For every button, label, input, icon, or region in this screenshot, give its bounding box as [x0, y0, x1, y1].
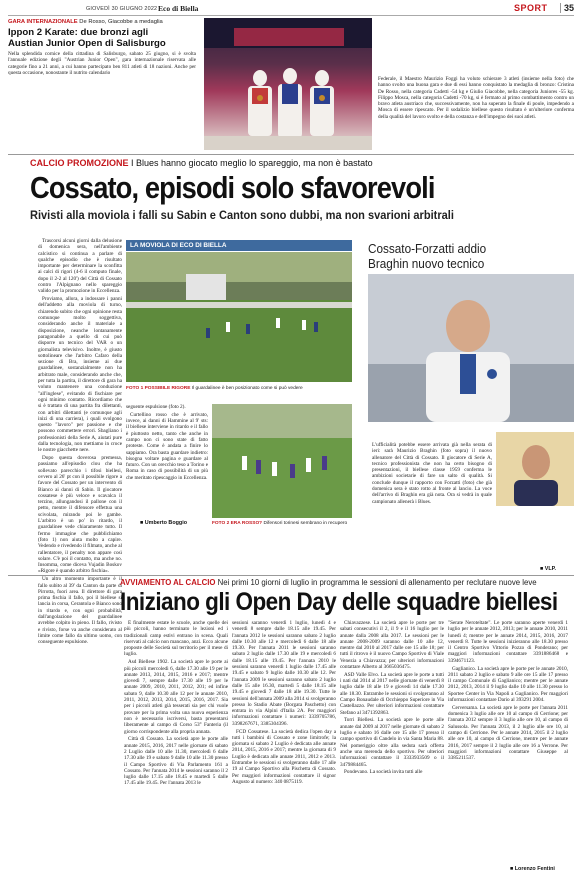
divider-top	[8, 154, 574, 155]
open-day-title: Iniziano gli Open Day delle squadre biellesi	[120, 588, 558, 616]
open-day-author-name: Lorenzo Fentini	[514, 866, 555, 872]
main-col1-para: Proviamo, allora, a indossare i panni dell'addetto alla moviola di turno, chiarendo subito che ogni opinione resta comunque molto soggettiva, considerando anche il materiale a disposizione, neanche lontanamente paragonabile a quello di cui può disporre un tecnico del VAR o un giornalista televisivo. Inoltre, è giusto sottolineare che l'arbitro Cafaro della sezione di Bra, insieme ai due guardalinee, sostanzialmente non ha arbitrato male, considerando anche che, per tutta la partita, il direttore di gara ha voluto mantenere una conduzione "all'inglese", evitando di fischiare per ogni minimo contatto. Ricordiamo che si è trattato di una partita fra dilettanti, con arbitri dilettanti (e comunque agli inizi di una carriera), i quali svolgono questo "lavoro" per passione e che possono commettere errori. Sbagliano i professionisti della Serie A, aiutati pure dalla tecnologia, non mettiamo in croce le nostre giacchette nere.	[38, 296, 122, 454]
foto1-caption	[126, 386, 352, 392]
main-col1-para: Dopo questa doverosa premessa, passiamo all'episodio clou che ha sollevato parecchio i tifosi biellesi, ovvero al 26' pt con il possibile rigore a favore del Cossato per un intervento di Bianco ai danni di Sabin. Il giocatore cossatese è più veloce e scavalca il terzino, allungandosi il pallone con il petto, mentre il difensore effettua una scivolata, mirando poi le gambe. L'arbitro è un po' in ritardo, il guardalinee vede chiaramente tutto. Il fermo immagine che pubblichiamo (foto 1) non aiuta molto a capire. Vedendo e rivedendo il filmato, anche al rallentatore, il penalty non appare così solare. C'è poi il contatto, ma anche no. Insomma, come diceva Vujadin Boskov «Rigore è quando arbitro fischia».	[38, 455, 122, 575]
sidebar-title	[368, 242, 486, 271]
open-day-kicker	[120, 578, 537, 587]
open-day-para: Cerversama. La società apre le porte per l'annata 2011 domenica 3 luglio alle ore 10 al campo di Cerrione; per l'annata 2012 sempre il 3 luglio alle ore 10, al campo di Salussola. Per l'annata 2013, il 2 luglio alle ore 10, al campo di Cerrione. Per le annate 2014, 2015 il 2 luglio alle ore 10, al campo di Cerrione, mentre per le annate 2016, 2017 sempre il 2 luglio alle ore 16 a Verrone. Per maggiori informazioni contattare Giuseppe al 3385211537.	[448, 704, 568, 762]
athletes-illustration	[204, 18, 372, 150]
sidebar-title-line-2: Braghin nuovo tecnico	[368, 256, 485, 271]
match-photo-2	[212, 404, 352, 518]
open-day-para: Gaglianico. La società apre le porte per le annate 2010, 2011 sabato 2 luglio e sabato 9 alle ore 15 alle 17 presso il campo Comunale di Gaglianico; mentre per le annate 2012, 2013, 2014 il 9 luglio dalle 10 alle 11.30 presso lo Sportee Center in Via Napoli a Gaglianico. Per maggiori informazioni contattare Dario al 393291 2004.	[448, 665, 568, 704]
issue-date: GIOVEDÌ 30 GIUGNO 2022	[86, 6, 158, 12]
open-day-para: "Serate Neroteltate". Le porte saranno aperte venerdì 1 luglio per le annate 2012, 2013; per le annate 2010, 2011 lunedì 4; mentre per le annate 2014, 2015, 2016, 2017 venerdì 8. Tutte le sessioni inizieranno alle 18.30 presso il Centro Sportivo Vittorio Pozzo di Ponderano; per maggiori informazioni contattare 3391886468 e 3394671123.	[448, 620, 568, 664]
main-kicker-text: I Blues hanno giocato meglio lo spareggio, ma non è bastato	[131, 158, 373, 168]
sidebar-title-line-1: Cossato-Forzatti addio	[368, 242, 487, 256]
open-day-column-1	[124, 620, 228, 872]
sidebar-author	[540, 566, 556, 572]
open-day-kicker-label: AVVIAMENTO AL CALCIO	[120, 578, 216, 587]
main-author-name: Umberto Boggio	[144, 520, 187, 526]
coach-illustration	[368, 274, 574, 422]
open-day-column-3	[340, 620, 444, 872]
open-day-para: ASD Valle Elvo. La società apre le porte a tutti i nati dal 2014 al 2017 nelle giornate di venerdì 8 luglio dalle 18 alle 19 e giovedì 14 dalle 17.30 alle 18.30. Entrambe le sessioni si svolgeranno al Campo Bonaudale di Occhieppo Superiore in Via Castellazzo. Per ulteriori informazioni contattare Stefano al 3471392863.	[340, 671, 444, 716]
open-day-author	[510, 866, 555, 872]
open-day-para: Asd Biellese 1902. La società apre le porte ai più piccoli mercoledì 6, dalle 17.30 alle 19 per le annate 2013, 2014, 2015, 2016 e 2017; mentre giovedì 7, sempre dalle 17.30 alle 19 per le annate 2009, 2010, 2011, 2012, 201; ed infine sabato 9, dalle 10.30 alle 12 per le annate 2010, 2011, 2012, 2013, 2014, 2015, 2016, 2017. Sia per i piccoli atleti già tesserati sia per chi vuole provare per la prima volta una nuova esperienza non è necessario iscriversi, basta presentarsi liberamente al campo di Corso 53° Fanteria (il giorno corrispondente alla propria annata.	[124, 659, 228, 735]
open-day-column-4	[448, 620, 568, 864]
top-story-body-left: Nella splendida cornice della cittadina di Salisburgo, sabato 25 giugno, si è svolta l'annuale edizione degli "Austrian Junior Open", gara internazionale riservata alle categorie fino a 21 anni, a cui hanno partecipato ben 811 atleti di 18 nazioni. Anche per questa occasione, nonostante il nutrito calendario	[8, 51, 196, 76]
sidebar-author-name: VLP.	[544, 566, 557, 572]
divider-open-day	[8, 575, 574, 576]
open-day-para: FCD Cossatese. La società dedica l'open day a tutti i bambini di Cossato e zone limitrofe; la giornata si sabato 2 Luglio è dedicata alle annate 2014, 2015, 2016 e 2017; mentre la giornata di 9 Luglio è dedicata alle annate 2011, 2012 e 2013. Entrambe le sessioni si svolgeranno dalle 17 alle 19 al Campo Sportivo alla Pischetta di Cossato. Per maggiori informazioni contattare il signor Augusto al numero: 340 0875119.	[232, 728, 336, 785]
page-number: 35	[560, 3, 574, 13]
title-line-1: Ippon 2 Karate: due bronzi agli	[8, 27, 149, 38]
moviola-bar-label: LA MOVIOLA DI ECO DI BIELLA	[130, 242, 227, 249]
top-story	[8, 18, 574, 152]
foto1-caption-label: FOTO 1 POSSIBILE RIGORE	[126, 386, 191, 391]
open-day-para: È finalmente estate le scuole, anche quelle dei più piccoli, hanno terminato le lezioni ed i tradizionali camp estivi entrano in scena. Quali riservati al calcio non mancano, anzi. Ecco alcune proposte delle Società sul territorio per il mese di luglio.	[124, 620, 228, 658]
main-column-1	[38, 238, 122, 810]
top-story-kicker	[8, 19, 163, 25]
coach-photo	[368, 274, 574, 422]
karate-photo	[204, 18, 372, 150]
title-line-2: Austian Junior Open di Salisburgo	[8, 38, 166, 49]
main-kicker	[30, 158, 373, 168]
main-title: Cossato, episodi solo sfavorevoli	[30, 170, 435, 205]
section-name: SPORT	[514, 3, 548, 13]
kicker-text: De Rosso, Giacobbe a medaglia	[79, 19, 163, 25]
main-kicker-label: CALCIO PROMOZIONE	[30, 158, 129, 168]
open-day-kicker-text: Nei primi 10 giorni di luglio in programma le sessioni di allenamento per reclutare nuove leve	[217, 578, 537, 587]
open-day-para: Chiavazzese. La società apre le porte per tre sabati consecutivi il 2, il 9 e il 16 luglio per le annate dalla 2008 alla 2017. Le sessioni per le annate 2008-2009 saranno dalle 10 alle 12, mentre dal 2010 al 2017 dalle ore 15 alle 18; per tutti il ritrovo è il nuovo Campo Sportivo di Viale Venezia a Chiavazza; per ulteriori informazioni contattare Alberto al 3665036475.	[340, 620, 444, 671]
moviola-bar	[126, 240, 352, 251]
main-col2-para: Curtellino rosso che è arrivato, invece, ai danni di Hammine al 9' sts: il biellese interviene in ritardo e il fallo è piuttosto netto, tanto che anche in campo non ci sono state di fatto proteste. Come è andata a finire lo sappiamo. Ora basta guardare indietro: bisogna voltare pagina e guardare al futuro. Con un orecchio teso a Torino e Roma in caso di possibilità di un più che meritato ripescaggio in Eccellenza.	[126, 411, 208, 481]
main-col1-para: Un altro momento importante è il fallo subìto al 39' da Canton da parte di Pirrotta, fuori area. Il direttore di gara prima fischia il fallo, poi il biellese si lancia in corsa, Cerantola e Bianco sono in ritardo e, con ogni probabilità, dall'angolazione del guardalinee avrebbe colpito in pieno. Il fallo, rivisto e rivisto, forse va anche considerato al limite come fallo da ultimo uomo, con conseguente espulsione.	[38, 576, 122, 646]
sidebar-body: L'ufficialità potebbe essere arrivata già nella serata di ieri: sarà Maurizio Braghin (foto sopra) il nuovo allenatore del Città di Cossato. Il giocatore di Serie A, tecnico professionista che non ha certo bisogno di presentazioni, il biellese classe 1959 conferma le ambizioni societarie di fare un salto di qualità. Si conclude dunque il rapporto con Forzatti (foto) che già domenica sera è stato rotto al fronte al lancio. La voce dell'arrivo di Braghin era già nota. Ora si vedrà in quale campionato allenerà i Blues.	[372, 442, 492, 505]
open-day-para: sessioni saranno venerdì 1 luglio, lunedì 4 e venerdì 8 sempre dalle 18.15 alle 19.45. Per l'annata 2012 le sessioni saranno sabato 2 luglio dalle 10.30 alle 12 e mercoledì 6 dalle 18 alle 19.30. Per l'annata 2011 le sessioni saranno sabato 2 luglio dalle 17.30 alle 19 e mercoledì 6 dalle 18.15 alle 19.45. Per l'annata 2010 le sessioni saranno venerdì 1 luglio dalle 17.45 alle 19.45 e sabato 9 luglio dalle 10.30 alle 12. Per l'annata 2009 le sessioni saranno sabato 2 luglio dalle 15 alle 16.30, martedì 5 dalle 18.15 alle 19.45 e giovedì 7 dalle 18 alle 19.30. Tutte le sessioni dell'annata 2009 alla 2014 si svolgeranno presso lo Stadio Abate (Borgata Paschetto) con entrata in via Alpini d'Italia 2A. Per maggiori informazioni contattare i numeri: 3339705786, 3398267671, 3385304396.	[232, 620, 336, 727]
page-header	[8, 2, 574, 16]
brand-name: Eco di Biella	[158, 4, 199, 13]
kicker-label: GARA INTERNAZIONALE	[8, 19, 78, 25]
open-day-para: Città di Cossato. La società apre le porte alle annate 2015, 2016, 2017 nelle giornate di sabato 2 Luglio dalle 10 alle 11.30, mercoledì 6 dalle 17.30 alle 19 e sabato 9 dalle 10 alle 11.30 presso il Campo Sportivo di Via Parlamento 161 a Cossato. Per l'annata 2014 le sessioni saranno il 2 luglio dalle 17.15 alle 18.45 e martedì 5 dalle 17.45 alle 19.45. Per l'annata 2013 le	[124, 736, 228, 787]
top-story-title	[8, 27, 166, 49]
open-day-para: Torri Biellesi. La società apre le porte alle annate dal 2009 al 2017 nelle giornate di sabato 2 luglio e sabato 16 dalle ore 15 alle 17 presso il campo sportivo di Candelo in via Santa Maria 88. Nel pomeriggio oltre alla seduta sarà offerta anche una merenda dello sportivo. Per ulteriori informazioni contattare il 3333933509 o il 3479884465.	[340, 717, 444, 768]
foto1-caption-text: Il guardalinee è ben posizionato come si può vedere	[191, 386, 303, 391]
author-bullet-icon: ■	[540, 566, 545, 572]
foto2-caption-label: FOTO 2 ERA ROSSO?	[212, 521, 263, 526]
main-col2-para: seguente espulsione (foto 2).	[126, 404, 186, 410]
top-story-body-right: Federale, il Maestro Maurizio Foggi ha voluto schierare 3 atleti (insieme nella foto) che hanno svolto una buona gara e due di essi hanno conquistato la medaglia di bronzo: Cristina De Rosso, nella categoria Cadetti -54 kg e Giulio Giacobbe, nella categoria Juniores -55 kg. Filippo Mosca, nella categoria Cadetti -70 kg, si è fermato al primo combattimento contro un bravo atleta austriaco che, successivamente, non ha superato la finale di poule, impedendo a Mosca di essere ripescato. Per il sodalizio biellese questo risultato è un'ulteriore conferma della qualità del lavoro svolto e della costanza e dell'impegno dei suoi atleti.	[378, 76, 574, 120]
main-subtitle: Rivisti alla moviola i falli su Sabin e Canton sono dubbi, ma non svarioni arbitrali	[30, 208, 454, 222]
portrait-illustration	[496, 432, 574, 506]
author-bullet-icon: ■	[140, 520, 145, 526]
main-author	[140, 520, 187, 526]
author-bullet-icon: ■	[510, 866, 515, 872]
match-photo-2-illustration	[212, 404, 352, 518]
match-photo-1	[126, 252, 352, 382]
open-day-column-2	[232, 620, 336, 872]
foto2-caption	[212, 521, 354, 527]
coach-portrait	[496, 432, 574, 506]
open-day-para: Pondevano. La società invita tutti alle	[344, 769, 423, 776]
match-photo-1-illustration	[126, 252, 352, 382]
main-col1-para: Trascorsi alcuni giorni dalla delusione di domenica sera, nell'ambiente calcistico si continua a parlare di qualche episodio che è risultato importante per determinare la sconfitta ai calci di rigori (4-6 il computo finale, dopo il 2-2 al 120') del Città di Cossato contro l'Alpignano nello spareggio valido per la promozione in Eccellenza.	[38, 238, 122, 295]
foto2-caption-text: Difensori torinesi sembrano in recupero	[263, 521, 348, 526]
